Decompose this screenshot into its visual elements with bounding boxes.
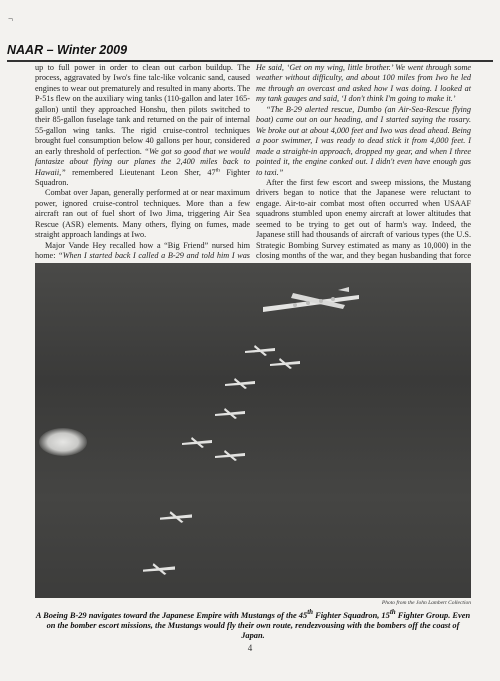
right-paragraph-2 <box>256 105 471 178</box>
corner-mark: ¬ <box>8 14 14 24</box>
left-p1-after: remembered Lieutenant Leon Sher, 47 <box>65 167 216 177</box>
p51-mustang-aircraft-7 <box>160 509 192 524</box>
caption-part-b: Fighter Squadron, 15 <box>313 610 390 620</box>
right-paragraph-3: After the first few escort and sweep missions, the Mustang drivers began to notice that the Japanese were reluctant to engage. Air-to-air combat most often occurred when USAAF squadrons stumbled upon enemy aircraft at lower altitudes that seemed to be trying to get out of harm's way. Indeed, the Japanese still had thousands of aircraft of various types (the U.S. Strategic Bombing Survey estimated as many as 10,000) in the closing months of the war, and they began husbanding that force <box>256 177 471 261</box>
p51-mustang-aircraft-2 <box>270 356 300 370</box>
cloud-puff <box>39 428 87 456</box>
caption-sup-2: th <box>389 608 396 616</box>
left-column <box>35 63 250 272</box>
caption-part-c: Fighter Group. Even on the bomber escort missions, the Mustangs would fly their own route, rendezvousing with the bombers off the coast of Japan. <box>46 610 471 641</box>
photo-caption <box>35 607 471 641</box>
vande-hey-quote: “When I started back I called a B-29 and told him I was <box>58 251 250 261</box>
rescue-quote: “The B-29 alerted rescue, Dumbo (an Air-Sea-Rescue flying boat) came out on our heading, and I started saying the rosary. We broke out at about 4,000 feet and Iwo was dead ahead. Being a poor swimmer, I was ready to dead stick it from 4,000 feet. I made a straight-in approach, dropped my gear, and when I three pointed it, the engine conked out. I didn't even have enough gas to taxi.” <box>256 104 471 177</box>
p51-mustang-aircraft-1 <box>245 343 275 357</box>
page-number: 4 <box>247 643 253 653</box>
p51-mustang-aircraft-4 <box>215 406 245 420</box>
left-paragraph-1 <box>35 63 250 188</box>
sher-quote: “We got so good that we would fantasize about flying our planes the 2,400 miles back to Hawaii,” <box>35 146 250 177</box>
right-column <box>256 63 471 283</box>
p51-mustang-aircraft-6 <box>215 448 245 462</box>
p51-mustang-aircraft-8 <box>143 561 175 576</box>
p51-mustang-aircraft-3 <box>225 376 255 390</box>
page-header: NAAR – Winter 2009 <box>7 43 128 57</box>
left-paragraph-2: Combat over Japan, generally performed at or near maximum power, ignored cruise-control techniques. More than a few aircraft ran out of fuel short of Iwo Jima, triggering Air Sea Rescue (ASR) elements. Many others, flying on fumes, made straight approach landings at Iwo. <box>35 188 250 240</box>
b29-escort-photo <box>35 263 471 598</box>
left-p3-text: Major Vande Hey recalled how a “Big Friend” nursed him home: <box>35 240 250 261</box>
ordinal-suffix: th <box>215 166 220 173</box>
caption-sup-1: th <box>307 608 314 616</box>
photo-credit: Photo from the John Lambert Collection <box>381 600 471 606</box>
right-paragraph-1 <box>256 63 471 105</box>
b29-bomber-aircraft <box>263 285 359 325</box>
left-p1-text: up to full power in order to clean out carbon buildup. The process, aggravated by Iwo's fine talc-like volcanic sand, caused engines to wear out prematurely and resulted in many aborts. The P-51s flew on the auxiliary wing tanks (110-gallon and later 165-gallon) until they approached Honshu, then pilots switched to their 85-gallon fuselage tank and returned on the pair of internal 55-gallon wing tanks. The rigid cruise-control techniques brought fuel consumption below 40 gallons per hour, considered an early threshold of perfection. <box>35 63 250 156</box>
caption-part-a: A Boeing B-29 navigates toward the Japanese Empire with Mustangs of the 45 <box>35 610 308 620</box>
header-rule <box>7 60 493 62</box>
p51-mustang-aircraft-5 <box>182 435 212 449</box>
left-p1-end: Fighter Squadron. <box>35 167 250 187</box>
b29-dialogue-quote: He said, ‘Get on my wing, little brother.’ We went through some weather without difficulty, and about 100 miles from Iwo he led me through an overcast and asked how I was doing. I looked at my tank gauges and said, ‘I don't think I'm going to make it.’ <box>256 63 471 104</box>
